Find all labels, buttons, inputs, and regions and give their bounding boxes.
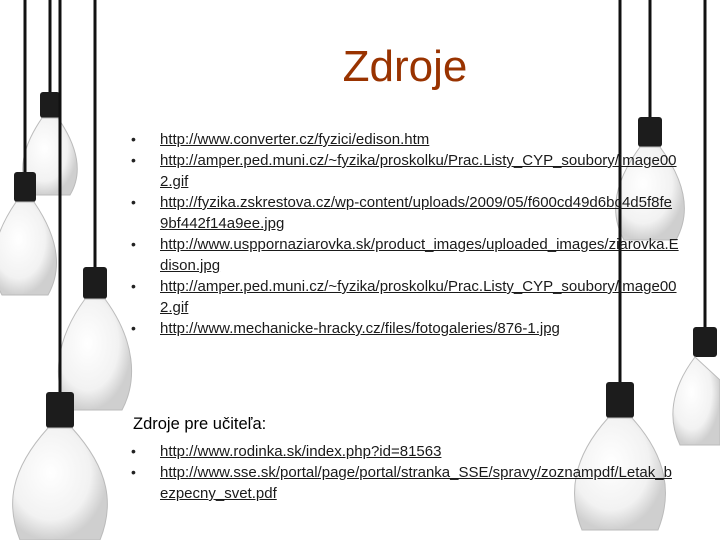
slide-title: Zdroje [342, 42, 468, 91]
source-link[interactable]: http://www.mechanicke-hracky.cz/files/fotogaleries/876-1.jpg [160, 320, 560, 337]
bullet-icon: • [131, 131, 136, 147]
bullet-icon: • [131, 236, 136, 252]
bullet-icon: • [131, 464, 136, 480]
source-link[interactable]: http://www.sse.sk/portal/page/portal/stranka_SSE/spravy/zoznampdf/Letak_bezpecny_svet.pdf [160, 464, 672, 502]
source-link[interactable]: http://amper.ped.muni.cz/~fyzika/proskolku/Prac.Listy_CYP_soubory/image002.gif [160, 278, 677, 316]
list-item [131, 276, 680, 318]
bullet-icon: • [131, 194, 136, 210]
source-link[interactable]: http://www.usppornaziarovka.sk/product_images/uploaded_images/ziarovka.Edison.jpg [160, 236, 679, 274]
bullet-icon: • [131, 443, 136, 459]
source-link[interactable]: http://www.converter.cz/fyzici/edison.htm [160, 131, 430, 148]
bullet-icon: • [131, 278, 136, 294]
list-item [131, 441, 680, 462]
teacher-sources-list [131, 441, 680, 504]
bullet-icon: • [131, 320, 136, 336]
sources-list [131, 129, 680, 339]
list-item [131, 150, 680, 192]
list-item [131, 192, 680, 234]
source-link[interactable]: http://www.rodinka.sk/index.php?id=81563 [160, 443, 442, 460]
source-link[interactable]: http://fyzika.zskrestova.cz/wp-content/uploads/2009/05/f600cd49d6bc4d5f8fe9bf442f14a9ee.jpg [160, 194, 672, 232]
list-item [131, 318, 680, 339]
list-item [131, 462, 680, 504]
list-item [131, 234, 680, 276]
teacher-sources-heading: Zdroje pre učiteľa: [133, 415, 267, 433]
bulb-icon [23, 0, 78, 195]
bullet-icon: • [131, 152, 136, 168]
list-item [131, 129, 680, 150]
source-link[interactable]: http://amper.ped.muni.cz/~fyzika/proskolku/Prac.Listy_CYP_soubory/image002.gif [160, 152, 677, 190]
